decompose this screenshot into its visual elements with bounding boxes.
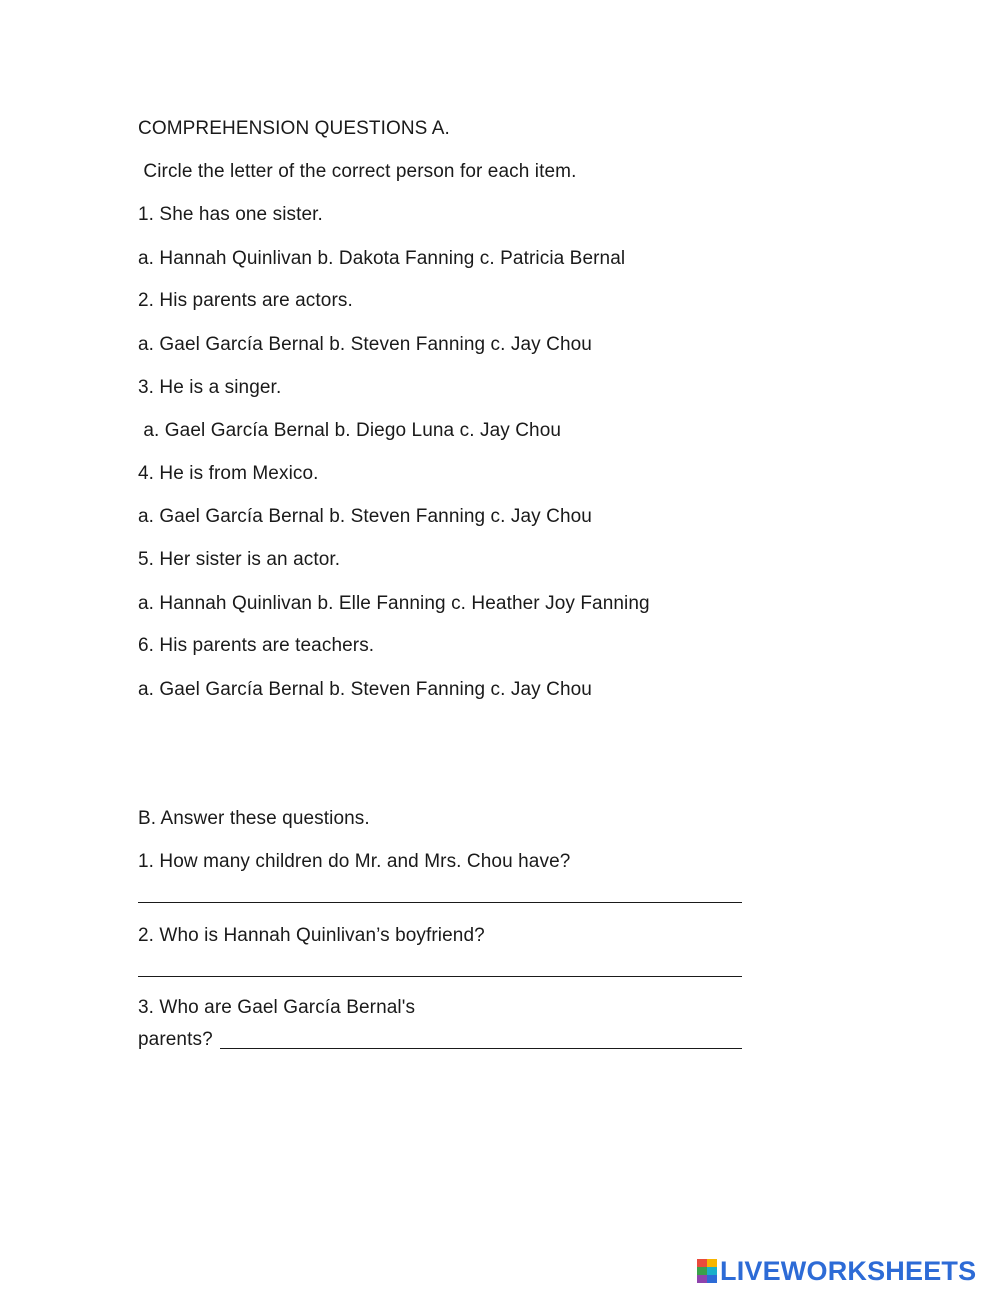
open-question-2: 2. Who is Hannah Quinlivan’s boyfriend?: [138, 925, 485, 946]
question-1: 1. She has one sister.: [138, 204, 323, 225]
question-6: 6. His parents are teachers.: [138, 635, 375, 656]
options-2: a. Gael García Bernal b. Steven Fanning c. Jay Chou: [138, 334, 592, 355]
open-question-3: 3. Who are Gael García Bernal's: [138, 997, 416, 1018]
answer-line-3[interactable]: [220, 1048, 742, 1049]
liveworksheets-logo-icon: [697, 1259, 717, 1283]
question-2: 2. His parents are actors.: [138, 290, 353, 311]
section-a-instruction: Circle the letter of the correct person for each item.: [138, 161, 577, 182]
liveworksheets-logo-text: LIVEWORKSHEETS: [720, 1256, 977, 1286]
options-6: a. Gael García Bernal b. Steven Fanning c. Jay Chou: [138, 679, 592, 700]
section-b-title: B. Answer these questions.: [138, 808, 370, 829]
open-question-1: 1. How many children do Mr. and Mrs. Chou have?: [138, 851, 571, 872]
options-3: a. Gael García Bernal b. Diego Luna c. Jay Chou: [138, 420, 562, 441]
open-question-3-continued: parents?: [138, 1029, 213, 1050]
question-4: 4. He is from Mexico.: [138, 463, 319, 484]
options-4: a. Gael García Bernal b. Steven Fanning c. Jay Chou: [138, 506, 592, 527]
question-5: 5. Her sister is an actor.: [138, 549, 341, 570]
options-1: a. Hannah Quinlivan b. Dakota Fanning c. Patricia Bernal: [138, 248, 626, 269]
answer-line-2[interactable]: [138, 976, 742, 977]
options-5: a. Hannah Quinlivan b. Elle Fanning c. Heather Joy Fanning: [138, 593, 650, 614]
answer-line-1[interactable]: [138, 902, 742, 903]
question-3: 3. He is a singer.: [138, 377, 282, 398]
section-a-title: COMPREHENSION QUESTIONS A.: [138, 118, 450, 139]
liveworksheets-logo: [697, 1257, 976, 1285]
